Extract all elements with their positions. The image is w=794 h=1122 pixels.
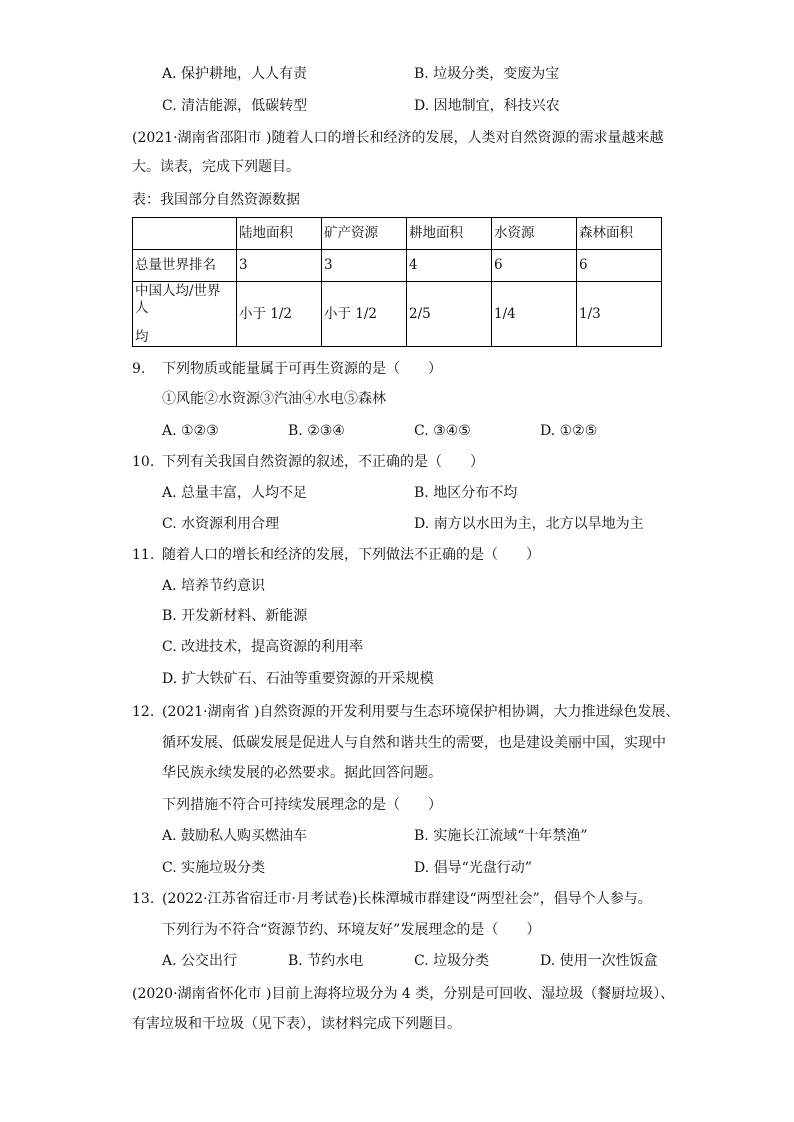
table-row xyxy=(133,250,662,282)
q11-option-b: B. 开发新材料、新能源 xyxy=(162,608,308,624)
table-cell: 小于 1/2 xyxy=(322,282,407,347)
table-cell: 3 xyxy=(322,250,407,282)
q8-option-a: A. 保护耕地，人人有责 xyxy=(162,66,308,82)
q11-number: 11. xyxy=(132,547,155,563)
q8-option-d: D. 因地制宜，科技兴农 xyxy=(414,98,560,114)
table-cell: 3 xyxy=(237,250,322,282)
table-caption: 表：我国部分自然资源数据 xyxy=(132,192,300,208)
table-cell: 1/3 xyxy=(577,282,662,347)
table-row xyxy=(133,282,662,347)
q9-items: ①风能②水资源③汽油④水电⑤森林 xyxy=(162,391,386,407)
material2-line1: (2020·湖南省怀化市 )目前上海将垃圾分为 4 类，分别是可回收、湿垃圾（餐厨垃圾）、 xyxy=(132,986,675,1002)
table-header-row xyxy=(133,218,662,250)
q11-option-d: D. 扩大铁矿石、石油等重要资源的开采规模 xyxy=(162,671,434,687)
q10-option-c: C. 水资源利用合理 xyxy=(162,516,280,532)
table-header-cell: 水资源 xyxy=(492,218,577,250)
q12-option-c: C. 实施垃圾分类 xyxy=(162,860,266,876)
q12-option-b: B. 实施长江流域“十年禁渔” xyxy=(414,828,588,844)
q10-stem: 下列有关我国自然资源的叙述，不正确的是（ ） xyxy=(162,454,484,470)
q8-option-b: B. 垃圾分类，变废为宝 xyxy=(414,66,560,82)
q9-number: 9. xyxy=(132,361,146,377)
table-cell xyxy=(133,282,237,347)
q11-option-a: A. 培养节约意识 xyxy=(162,578,266,594)
q12-line1: (2021·湖南省 )自然资源的开发利用要与生态环境保护相协调，大力推进绿色发展、 xyxy=(162,704,680,720)
q9-option-b: B. ②③④ xyxy=(288,423,345,439)
table-cell: 6 xyxy=(577,250,662,282)
q13-option-d: D. 使用一次性饭盒 xyxy=(540,953,658,969)
material1-line2: 大。读表，完成下列题目。 xyxy=(132,159,300,175)
q10-option-b: B. 地区分布不均 xyxy=(414,485,518,501)
material2-line2: 有害垃圾和干垃圾（见下表），读材料完成下列题目。 xyxy=(132,1016,461,1032)
table-header-cell: 耕地面积 xyxy=(407,218,492,250)
row-label-line2: 均 xyxy=(135,328,149,345)
table-cell: 6 xyxy=(492,250,577,282)
q9-stem: 下列物质或能量属于可再生资源的是（ ） xyxy=(162,361,442,377)
q11-stem: 随着人口的增长和经济的发展，下列做法不正确的是（ ） xyxy=(162,547,540,563)
table-header-cell: 陆地面积 xyxy=(237,218,322,250)
q9-option-c: C. ③④⑤ xyxy=(414,423,471,439)
q9-option-a: A. ①②③ xyxy=(162,423,219,439)
table-header-cell xyxy=(133,218,237,250)
table-cell: 总量世界排名 xyxy=(133,250,237,282)
q13-line1: (2022·江苏省宿迁市·月考试卷)长株潭城市群建设“两型社会”，倡导个人参与。 xyxy=(162,891,652,907)
q10-option-d: D. 南方以水田为主，北方以旱地为主 xyxy=(414,516,644,532)
q12-stem: 下列措施不符合可持续发展理念的是（ ） xyxy=(162,797,442,813)
table-cell: 4 xyxy=(407,250,492,282)
q11-option-c: C. 改进技术，提高资源的利用率 xyxy=(162,639,364,655)
q12-option-a: A. 鼓励私人购买燃油车 xyxy=(162,828,308,844)
q13-option-c: C. 垃圾分类 xyxy=(414,953,490,969)
table-header-cell: 矿产资源 xyxy=(322,218,407,250)
table-cell: 2/5 xyxy=(407,282,492,347)
table-header-cell: 森林面积 xyxy=(577,218,662,250)
q10-option-a: A. 总量丰富，人均不足 xyxy=(162,485,308,501)
row-label-line1: 中国人均/世界人 xyxy=(135,282,221,316)
q12-line3: 华民族永续发展的必然要求。据此回答问题。 xyxy=(162,765,442,781)
q8-option-c: C. 清洁能源，低碳转型 xyxy=(162,98,308,114)
table-cell: 1/4 xyxy=(492,282,577,347)
q9-option-d: D. ①②⑤ xyxy=(540,423,598,439)
q10-number: 10. xyxy=(132,454,155,470)
material1-line1: (2021·湖南省邵阳市 )随着人口的增长和经济的发展，人类对自然资源的需求量越来越 xyxy=(132,130,664,146)
resource-table xyxy=(132,217,662,347)
q13-option-a: A. 公交出行 xyxy=(162,953,238,969)
q13-number: 13. xyxy=(132,891,155,907)
q13-option-b: B. 节约水电 xyxy=(288,953,364,969)
table-cell: 小于 1/2 xyxy=(237,282,322,347)
q13-line2: 下列行为不符合“资源节约、环境友好”发展理念的是（ ） xyxy=(162,922,541,938)
q12-line2: 循环发展、低碳发展是促进人与自然和谐共生的需要，也是建设美丽中国，实现中 xyxy=(162,735,666,751)
q12-number: 12. xyxy=(132,704,155,720)
q12-option-d: D. 倡导“光盘行动” xyxy=(414,860,532,876)
